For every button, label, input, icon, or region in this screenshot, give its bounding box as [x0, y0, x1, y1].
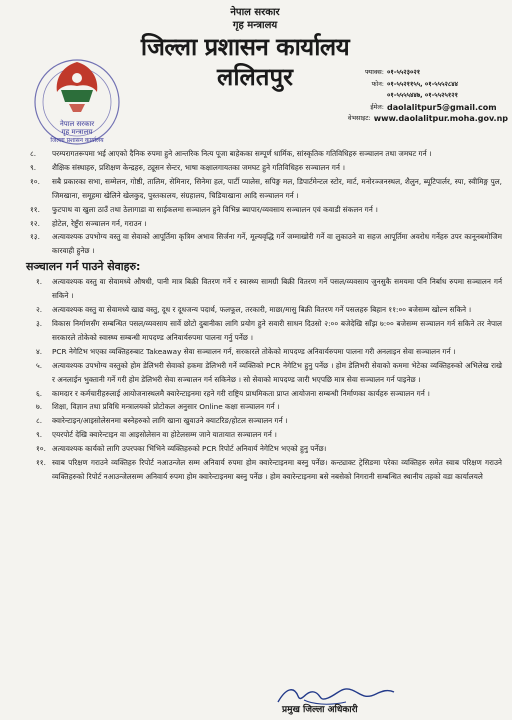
phone-value: ०१-५५२११५५, ०१-५५५२८४४	[387, 79, 458, 88]
item-number: ५.	[36, 360, 43, 370]
item-text: सबै प्रकारका सभा, सम्मेलन, गोष्ठी, तालिम, सेमिनार, सिनेमा हल, पार्टी प्यालेस, सपिङ्ग मल, डिपार्टमेन्टल स्टोर, मार्ट, मनोरञ्जनस्थल, शैलुन, ब्यूटिपार्लर, स्पा, स्वीमिङ्ग पुल, जिमखाना, समूहमा खेलिने खेलकुद, पुस्तकालय, संग्रहालय, चिडियाखाना आदि सञ्चालन गर्न ।	[52, 176, 502, 200]
list-item	[30, 217, 502, 231]
item-text: परम्परागतरूपमा भई आएको दैनिक रुपमा हुने आन्तरिक नित्य पूजा बाहेकका सम्पूर्ण धार्मिक, सांस्कृतिक गतिविधिहरु सञ्चालन तथा जमघट गर्न ।	[52, 149, 432, 158]
item-text: फुटपाथ वा खुला ठाउँ तथा ठेलागाडा वा साईकलमा सञ्चालन हुने विभिन्न ब्यापार/व्यवसाय सञ्चालन एवं कवाडी संकलन गर्न ।	[52, 204, 378, 214]
list-item	[30, 442, 502, 456]
website-label: वेभसाइट:	[347, 114, 371, 122]
list-item	[30, 414, 502, 428]
item-number: १२.	[30, 218, 40, 228]
item-text: शैक्षिक संस्थाहरु, प्रशिक्षण केन्द्रहरु, ट्यूसन सेन्टर, भाषा कक्षालगायतका जमघट हुने गतिविधिहरु सञ्चालन गर्न ।	[52, 162, 345, 172]
item-number: ११.	[36, 458, 46, 468]
list-item	[30, 175, 502, 203]
item-number: ९.	[36, 430, 43, 440]
email-value: daolalitpur5@gmail.com	[387, 102, 497, 112]
ministry-name: गृह मन्त्रालय	[232, 20, 278, 31]
phone-label: फोन:	[371, 79, 384, 88]
contact-block	[338, 67, 508, 125]
list-item	[30, 203, 502, 217]
svg-text:जिल्ला प्रशासन कार्यालय: जिल्ला प्रशासन कार्यालय	[50, 137, 104, 144]
item-text: शिक्षा, विज्ञान तथा प्रविधि मन्त्रालयको प्रोटोकल अनुसार Online कक्षा सञ्चालन गर्न ।	[52, 402, 280, 412]
item-number: ४.	[36, 346, 43, 356]
email-label: ईमेल:	[370, 102, 384, 111]
letterhead	[140, 6, 360, 92]
list-item	[30, 161, 502, 175]
list-item	[30, 275, 502, 303]
list-item	[30, 317, 502, 345]
item-number: ९.	[30, 162, 37, 172]
item-text: अत्यावश्यक वस्तु वा सेवामध्ये खाद्य वस्तु, दूध र दूधजन्य पदार्थ, फलफूल, तरकारी, माछा/मासु बिक्री वितरण गर्ने पसलहरु बिहान ११:०० बजेसम्म खोल्न सकिने ।	[52, 305, 472, 315]
item-number: १.	[36, 277, 43, 287]
item-text: अत्यावश्यक उपभोग्य वस्तुको होम डेलिभरी सेवाको हकमा डेलिभरी गर्ने व्यक्तिको PCR नेगेटिभ हुनु पर्नेछ । होम डेलिभरी सेवाको कममा भेटेका व्यक्तिहरुको अभिलेख राखे र अनलाईन भुक्तानी गर्ने गरी होम डेलिभरी सेवा सञ्चालन गर्न सकिनेछ । सो सेवाको मापदण्ड जारी भएपछि मात्र सेवा सञ्चालन गर्न पाइनेछ ।	[52, 360, 502, 384]
item-number: ७.	[36, 402, 43, 412]
list-item	[30, 147, 502, 161]
document-body	[26, 147, 502, 484]
fax-value: ०१-५५२३०२१	[387, 68, 421, 76]
item-number: २.	[36, 305, 43, 315]
item-number: ११.	[30, 204, 40, 214]
svg-text:नेपाल सरकार: नेपाल सरकार	[59, 120, 95, 128]
list-item	[30, 400, 502, 414]
item-number: १३.	[30, 232, 40, 242]
phone-value-2: ०१-५५५५४४७, ०१-५५२५१२१	[387, 91, 458, 99]
item-number: ८.	[30, 149, 37, 158]
list-item	[30, 359, 502, 387]
item-text: PCR नेगेटिभ भएका व्यक्तिहरुबाट Takeaway सेवा सञ्चालन गर्न, सरकारले तोकेको मापदण्ड अनिवार्यरुपमा पालना गरी अनलाइन सेवा सञ्चालन गर्न ।	[52, 346, 456, 356]
item-text: अत्यावश्यक वस्तु वा सेवामध्ये औषधी, पानी मात्र बिक्री वितरण गर्ने र स्वास्थ्य सामग्री बिक्री वितरण गर्ने पसल/व्यवसाय जुनसुकै समयमा पनि निर्बाध रुपमा सञ्चालन गर्न सकिने ।	[52, 277, 502, 301]
district-name: ललितपुर	[217, 63, 293, 91]
item-text: एयरपोर्ट देखि क्वारेन्टाइन वा आइसोलेसन वा होटेलसम्म जाने यातायात सञ्चालन गर्न ।	[52, 430, 277, 440]
section-heading: सञ्चालन गर्न पाउने सेवाहरु:	[26, 260, 141, 274]
item-text: कामदार र कर्मचारीहरुलाई आयोजनास्थलमै क्वारेन्टाइनमा रहने गरी राष्ट्रिय प्राथमिकता प्राप्त आयोजना सम्बन्धी निर्माणका कार्यहरु सञ्चालन गर्न ।	[52, 388, 430, 398]
government-name: नेपाल सरकार	[230, 7, 280, 18]
item-number: ६.	[36, 388, 43, 398]
item-text: विकास निर्माणसँग सम्बन्धित पसल/व्यवसाय सार्वे छोटो दुबानीका लागि प्रयोग हुने सवारी साधन दिउसो २:०० बजेदेखि साँझ ७:०० बजेसम्म सञ्चालन गर्न सकिने तर नेपाल सरकारले तोकेको स्वास्थ्य सम्बन्धी मापदण्ड अनिवार्यरुपमा पालना गर्नु पर्नेछ ।	[52, 318, 502, 342]
list-item	[30, 428, 502, 442]
list-item	[30, 303, 502, 317]
item-text: क्वारेन्टाइन/आइसोलेसनमा बस्नेहरुको लागि खाना खुवाउने क्याटरिङ/होटल सञ्चालन गर्न ।	[52, 416, 288, 426]
website-value: www.daolalitpur.moha.gov.np	[373, 114, 508, 123]
item-text: स्वाब परिक्षण गराउने व्यक्तिहरु रिपोर्ट नआउन्जेल सम्म अनिवार्य रुपमा होम क्वारेन्टाइनमा बस्नु पर्नेछ। कन्ट्याक्ट ट्रेसिङमा परेका व्यक्तिहरु समेत स्वाब परिक्षण गराउने व्यक्तिहरुको रिपोर्ट नआउन्जेलसम्म अनिवार्य रुपमा होम क्वारेन्टाइनमा बस्नु पर्नेछ । होम क्वारेन्टाइनमा बसे नबसेको निगरानी सम्बन्धित स्थानीय तहको वडा कार्यालयले	[52, 458, 502, 481]
signature-caption: प्रमुख जिल्ला अधिकारी	[282, 705, 358, 715]
office-name: जिल्ला प्रशासन कार्यालय	[140, 33, 350, 61]
list-item	[30, 387, 502, 401]
fax-label: फ्याक्स:	[364, 68, 384, 76]
item-number: १०.	[30, 176, 40, 186]
item-text: होटेल, रेष्टुँरा सञ्चालन गर्न, गराउन ।	[52, 218, 147, 228]
item-number: ८.	[36, 416, 43, 426]
item-text: अत्यावश्यक उपभोग्य वस्तु वा सेवाको आपूर्तिमा कृत्रिम अभाव सिर्जना गर्ने, मूल्यवृद्धि गर्ने जम्माखोरी गर्ने वा लुकाउने वा सहज आपूर्तिमा अवरोध गर्नेहरु उपर कानूनबमोजिम कारवाही हुनेछ ।	[52, 232, 502, 256]
item-text: अत्यावश्यक कार्यको लागि उपरपका भिभिने व्यक्तिहरुको PCR रिपोर्ट अनिवार्य नेगेटिभ भएको हुनु पर्नेछ।	[52, 444, 327, 454]
government-emblem-seal	[33, 56, 121, 148]
item-number: ३.	[36, 318, 43, 328]
item-number: १०.	[36, 444, 46, 454]
list-item	[30, 456, 502, 484]
svg-text:गृह मन्त्रालय: गृह मन्त्रालय	[61, 128, 93, 136]
phone-label-2	[338, 90, 387, 102]
list-item	[30, 230, 502, 258]
list-item	[30, 345, 502, 359]
